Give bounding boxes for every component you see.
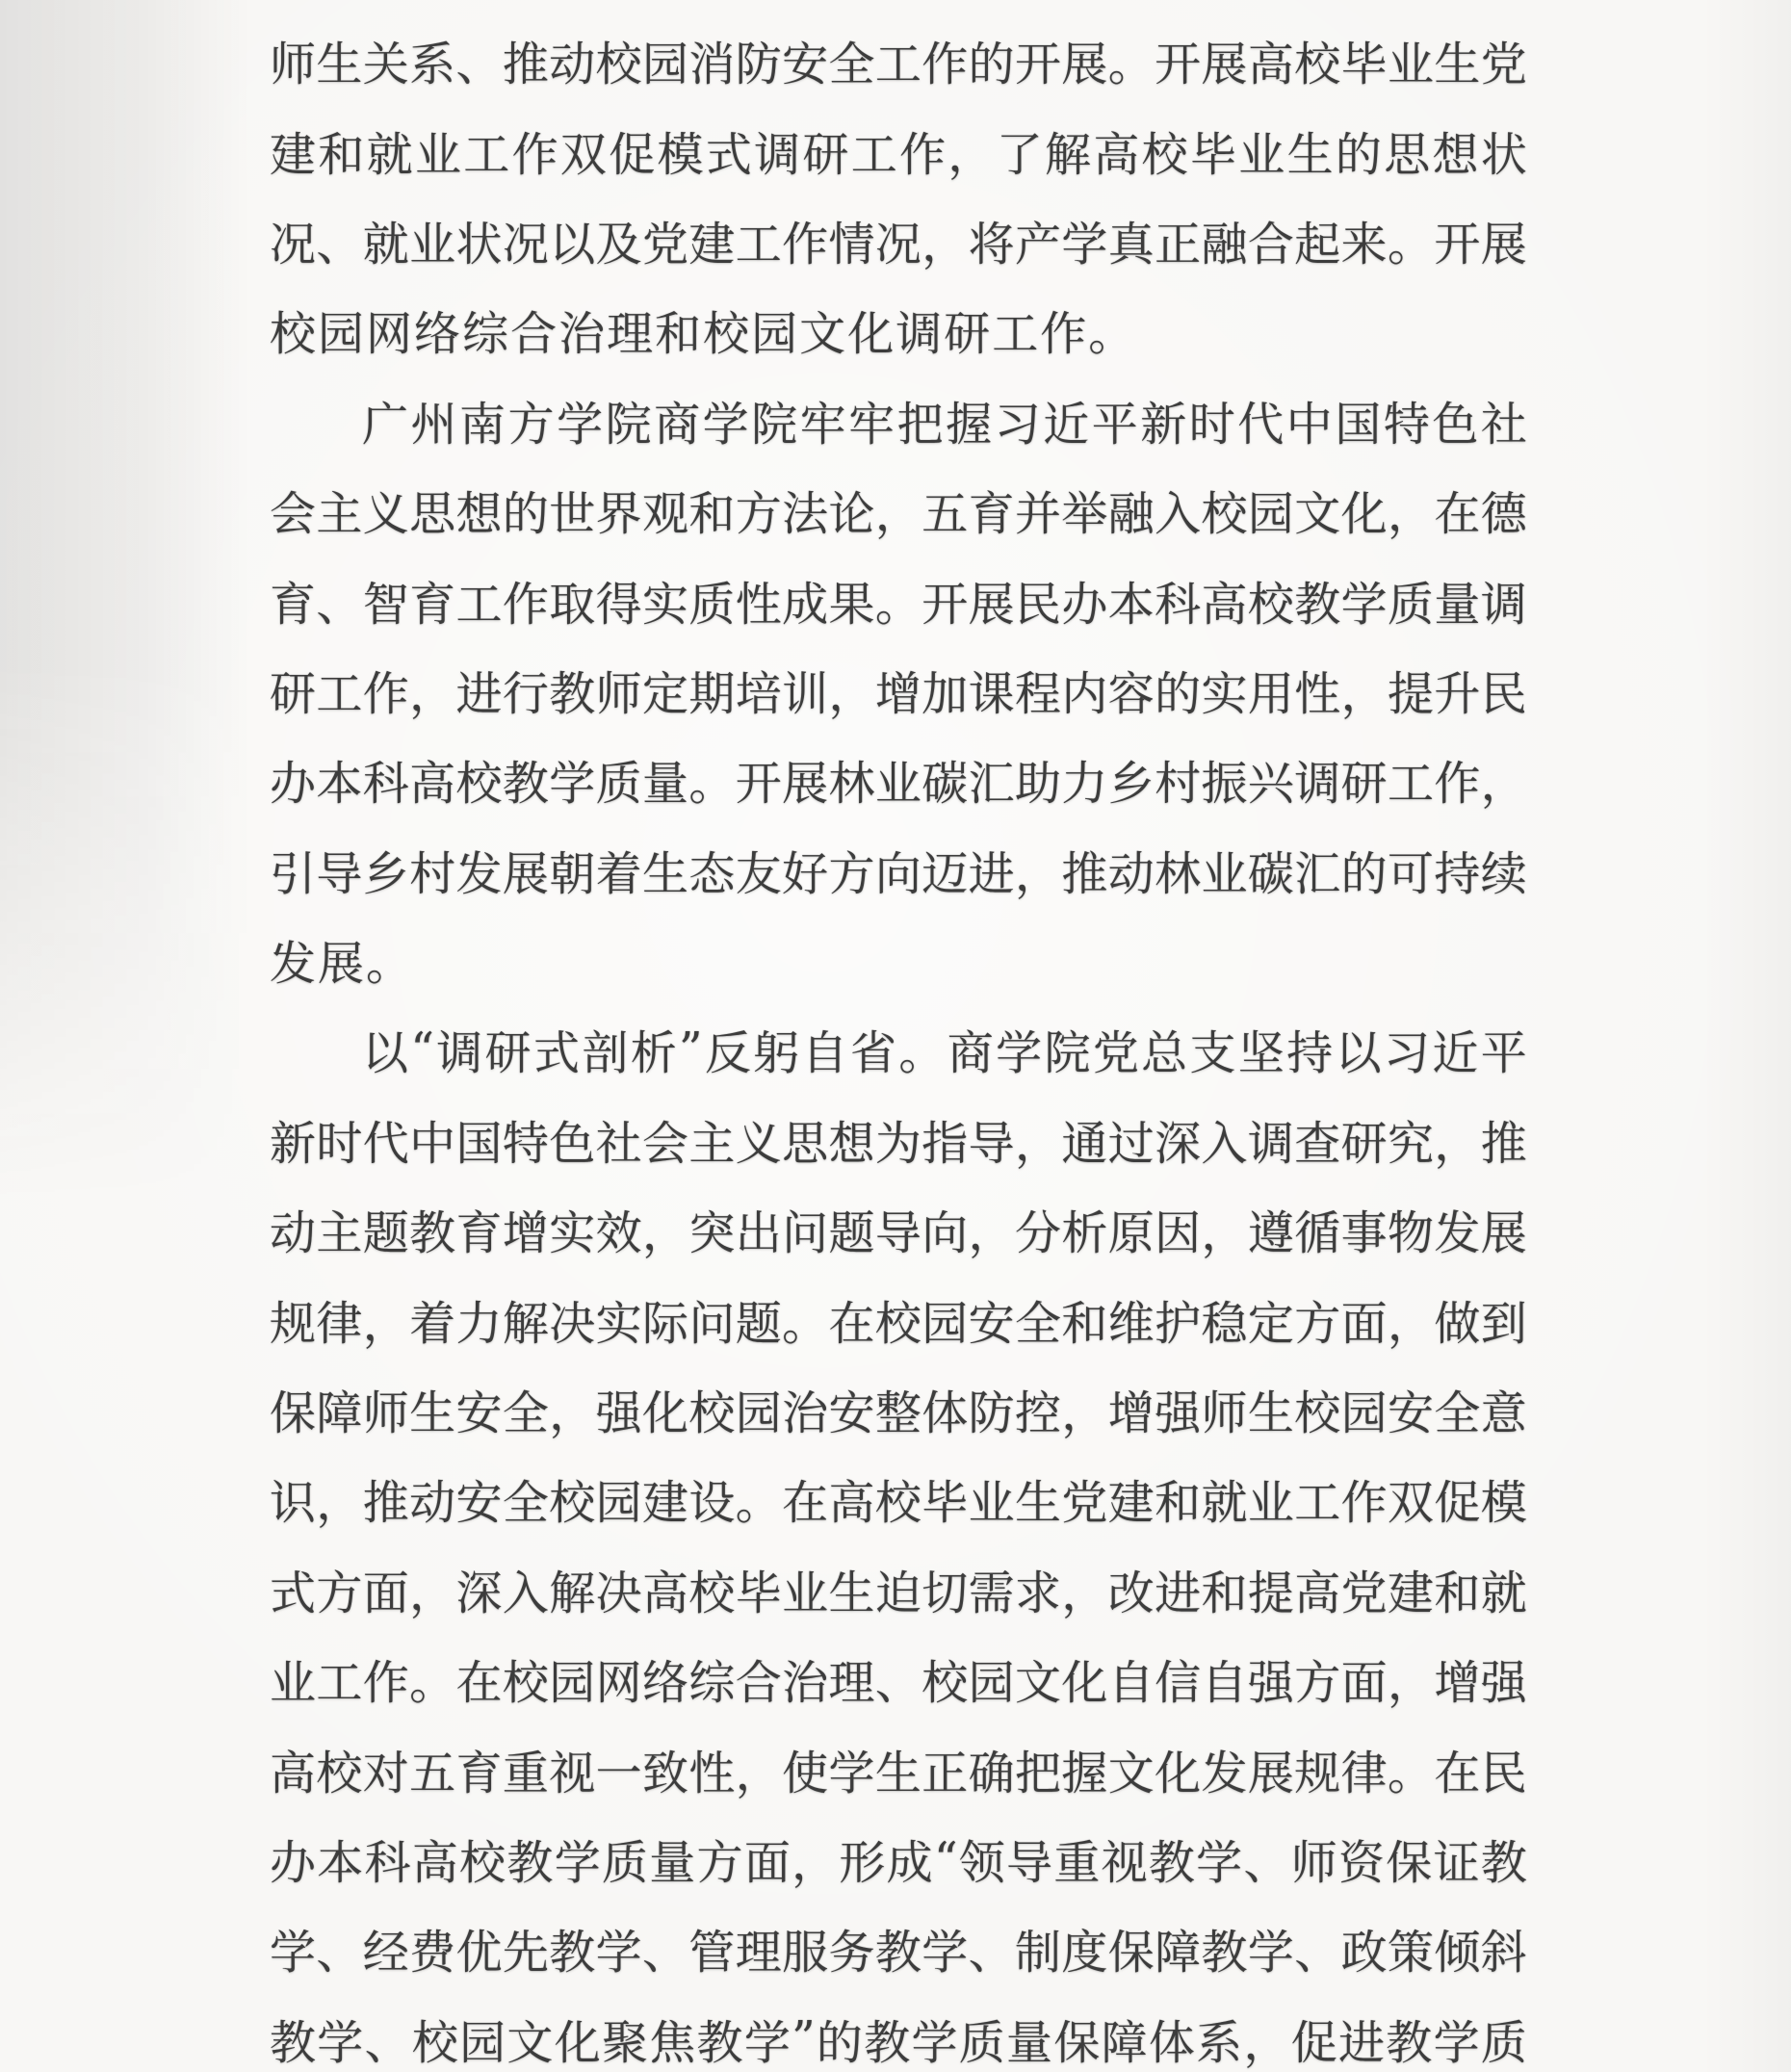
text-line: 识 ， 推 动 安 全 校 园 建 设 。 在 高 校 毕 业 生 党 建 和 就 业 工 作 双 促 模	[270, 1476, 1527, 1531]
text-line: 规 律 ， 着 力 解 决 实 际 问 题 。 在 校 园 安 全 和 维 护 稳 定 方 面 ， 做 到	[270, 1296, 1527, 1351]
text-line: 研 工 作 ， 进 行 教 师 定 期 培 训 ， 增 加 课 程 内 容 的 实 用 性 ， 提 升 民	[270, 666, 1527, 721]
text-line: 业 工 作 。 在 校 园 网 络 综 合 治 理 、 校 园 文 化 自 信 自 强 方 面 ， 增 强	[270, 1656, 1527, 1711]
text-line: 引 导 乡 村 发 展 朝 着 生 态 友 好 方 向 迈 进 ， 推 动 林 业 碳 汇 的 可 持 续	[270, 846, 1527, 901]
text-line: 会 主 义 思 想 的 世 界 观 和 方 法 论 ， 五 育 并 举 融 入 校 园 文 化 ， 在 德	[270, 487, 1527, 542]
text-line: 保 障 师 生 安 全 ， 强 化 校 园 治 安 整 体 防 控 ， 增 强 师 生 校 园 安 全 意	[270, 1386, 1527, 1441]
text-line: 建 和 就 业 工 作 双 促 模 式 调 研 工 作 ， 了 解 高 校 毕 业 生 的 思 想 状	[270, 127, 1527, 182]
text-line: 办 本 科 高 校 教 学 质 量 。 开 展 林 业 碳 汇 助 力 乡 村 振 兴 调 研 工 作 ，	[270, 757, 1527, 812]
text-line: 学 、 经 费 优 先 教 学 、 管 理 服 务 教 学 、 制 度 保 障 教 学 、 政 策 倾 斜	[270, 1926, 1527, 1981]
text-line: 况 、 就 业 状 况 以 及 党 建 工 作 情 况 ， 将 产 学 真 正 融 合 起 来 。 开 展	[270, 217, 1527, 272]
text-line: 师 生 关 系 、 推 动 校 园 消 防 安 全 工 作 的 开 展 。 开 展 高 校 毕 业 生 党	[270, 38, 1527, 92]
text-line: 广 州 南 方 学 院 商 学 院 牢 牢 把 握 习 近 平 新 时 代 中 国 特 色 社	[362, 397, 1527, 452]
text-line: 育 、 智 育 工 作 取 得 实 质 性 成 果 。 开 展 民 办 本 科 高 校 教 学 质 量 调	[270, 577, 1527, 632]
text-line: 以 “ 调 研 式 剖 析 ” 反 躬 自 省 。 商 学 院 党 总 支 坚 持 以 习 近 平	[362, 1022, 1527, 1081]
text-block	[270, 15, 1527, 2072]
text-line: 办 本 科 高 校 教 学 质 量 方 面 ， 形 成 “ 领 导 重 视 教 学 、 师 资 保 证 教	[270, 1831, 1527, 1890]
text-line: 高 校 对 五 育 重 视 一 致 性 ， 使 学 生 正 确 把 握 文 化 发 展 规 律 。 在 民	[270, 1746, 1527, 1800]
text-line: 新 时 代 中 国 特 色 社 会 主 义 思 想 为 指 导 ， 通 过 深 入 调 查 研 究 ， 推	[270, 1116, 1527, 1171]
text-line: 式 方 面 ， 深 入 解 决 高 校 毕 业 生 迫 切 需 求 ， 改 进 和 提 高 党 建 和 就	[270, 1566, 1527, 1620]
text-line: 校 园 网 络 综 合 治 理 和 校 园 文 化 调 研 工 作 。	[270, 307, 1135, 362]
text-line: 动 主 题 教 育 增 实 效 ， 突 出 问 题 导 向 ， 分 析 原 因 ， 遵 循 事 物 发 展	[270, 1206, 1527, 1261]
text-line: 教 学 、 校 园 文 化 聚 焦 教 学 ” 的 教 学 质 量 保 障 体 系 ， 促 进 教 学 质	[270, 2011, 1527, 2070]
text-line: 发 展 。	[270, 937, 413, 992]
